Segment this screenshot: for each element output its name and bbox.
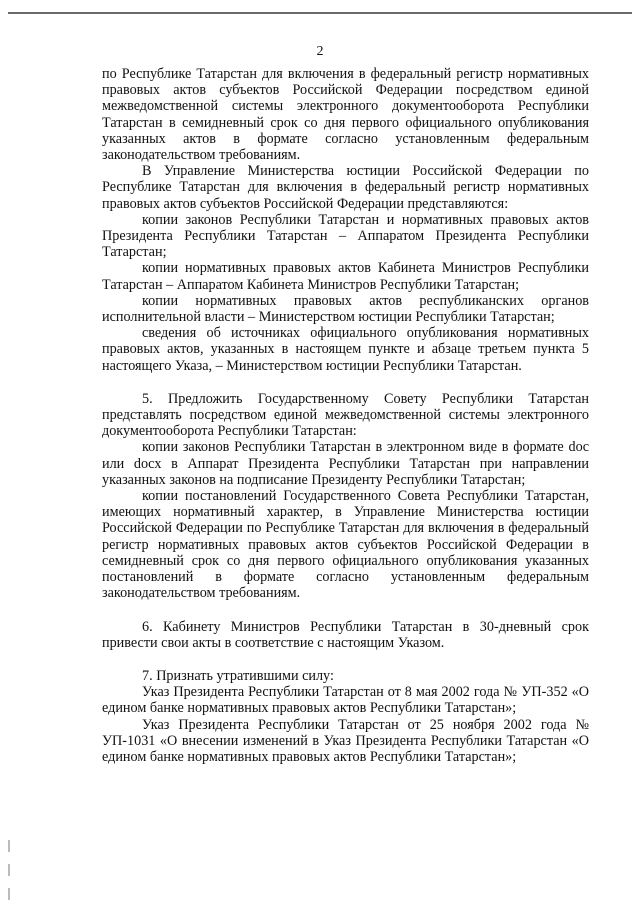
document-body <box>102 66 589 765</box>
paragraph-point-7-decree-1031: Указ Президента Республики Татарстан от 25 ноября 2002 года № УП-1031 «О внесении изменений в Указ Президента Республики Татарстан «О едином банке нормативных правовых актов Республики Татарстан»; <box>102 716 589 765</box>
paragraph-gap <box>102 374 589 391</box>
paragraph-item-president-acts: копии законов Республики Татарстан и нормативных правовых актов Президента Республики Татарстан – Аппаратом Президента Республики Татарстан; <box>102 211 589 261</box>
paragraph-continuation: по Республике Татарстан для включения в федеральный регистр нормативных правовых актов субъектов Российской Федерации посредством единой межведомственной системы электронного документооборота Республики Татарстан в семидневный срок со дня первого официального опубликования указанных актов в формате согласно установленным федеральным законодательством требованиям. <box>102 66 589 164</box>
paragraph-point-5: 5. Предложить Государственному Совету Республики Татарстан представлять посредством единой межведомственной системы электронного документооборота Республики Татарстан: <box>102 390 589 440</box>
scan-left-edge-marks <box>8 840 10 900</box>
paragraph-point-7-decree-352: Указ Президента Республики Татарстан от 8 мая 2002 года № УП-352 «О едином банке нормативных правовых актов Республики Татарстан»; <box>102 684 589 717</box>
paragraph-point-5-resolutions: копии постановлений Государственного Совета Республики Татарстан, имеющих нормативный характер, в Управление Министерства юстиции Российской Федерации по Республике Татарстан для включения в федеральный регистр нормативных правовых актов субъектов Российской Федерации в семидневный срок со дня первого официального опубликования указанных постановлений в формате согласно установленным федеральным законодательством требованиям. <box>102 488 589 602</box>
scan-top-edge <box>8 12 632 14</box>
paragraph-gap <box>102 651 589 668</box>
paragraph-point-6: 6. Кабинету Министров Республики Татарстан в 30-дневный срок привести свои акты в соответствие с настоящим Указом. <box>102 618 589 651</box>
paragraph-item-cabinet-acts: копии нормативных правовых актов Кабинета Министров Республики Татарстан – Аппаратом Кабинета Министров Республики Татарстан; <box>102 260 589 293</box>
paragraph-item-executive-acts: копии нормативных правовых актов республиканских органов исполнительной власти – Министерством юстиции Республики Татарстан; <box>102 292 589 326</box>
paragraph-ministry-justice: В Управление Министерства юстиции Российской Федерации по Республике Татарстан для включения в федеральный регистр нормативных правовых актов субъектов Российской Федерации представляются: <box>102 163 589 212</box>
paragraph-point-7: 7. Признать утратившими силу: <box>142 667 334 684</box>
paragraph-item-publication-sources: сведения об источниках официального опубликования нормативных правовых актов, указанных в настоящем пункте и абзаце третьем пункта 5 настоящего Указа, – Министерством юстиции Республики Татарстан. <box>102 325 589 374</box>
paragraph-gap <box>102 602 589 619</box>
paragraph-point-5-laws: копии законов Республики Татарстан в электронном виде в формате doc или docx в Аппарат Президента Республики Татарстан при направлении указанных законов на подписание Президенту Республики Татарстан; <box>102 439 589 488</box>
page-number: 2 <box>316 44 324 59</box>
